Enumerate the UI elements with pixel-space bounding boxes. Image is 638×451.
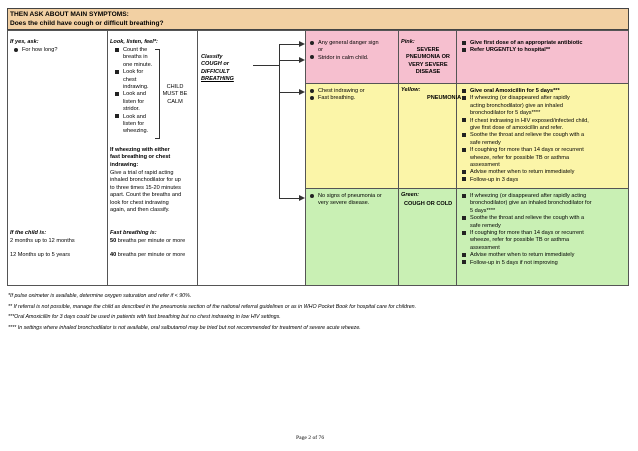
bullet-icon (310, 96, 314, 100)
bullet-icon (115, 114, 119, 118)
bullet-icon (115, 48, 119, 52)
fast-title: Fast breathing is: (110, 230, 157, 236)
arrow-line (279, 92, 299, 93)
green-class-title: Green: (401, 192, 420, 198)
pink-treatment: Give first dose of an appropriate antibiotic Refer URGENTLY to hospital** (462, 40, 583, 55)
footnotes (8, 291, 416, 333)
bullet-icon (14, 48, 18, 52)
bullet-icon (310, 55, 314, 59)
bullet-icon (115, 92, 119, 96)
bullet-icon (462, 231, 466, 235)
bullet-icon (462, 260, 466, 264)
bullet-icon (310, 194, 314, 198)
arrow-line (279, 198, 299, 199)
yellow-class-title: Yellow: (401, 87, 421, 93)
arrow-line (253, 65, 279, 66)
divider (305, 83, 629, 84)
page-number: Page 2 of 76 (296, 435, 325, 441)
wheeze-text: Give a trial of rapid acting inhaled bronchodilator for up to three times 15-20 minutes apart. Count the breaths and look for chest indrawing again, and then classify. (110, 170, 182, 214)
divider (305, 30, 306, 286)
yellow-signs: Chest indrawing or Fast breathing. (310, 88, 365, 103)
bullet-icon (462, 96, 466, 100)
classify-label: Classify COUGH or DIFFICULT BREATHING (201, 54, 234, 83)
calm-note: CHILD MUST BE CALM (162, 84, 188, 105)
age-label: If the child is: (10, 230, 47, 236)
divider (197, 30, 198, 286)
footnote: **** In settings where inhaled bronchodilator is not available, oral salbutamol may be tried but not recommended for treatment of severe acute wheeze. (8, 324, 361, 331)
wheeze-title: If wheezing with either fast breathing or chest indrawing: (110, 147, 171, 168)
bullet-icon (115, 70, 119, 74)
bullet-icon (462, 48, 466, 52)
look-item: Count the breaths in one minute. Look for chest indrawing. Look and listen for stridor. Look and listen for wheezing. (115, 47, 152, 136)
divider (107, 30, 108, 286)
pink-classification: SEVERE PNEUMONIA OR VERY SEVERE DISEASE (406, 47, 450, 76)
bullet-icon (462, 148, 466, 152)
bullet-icon (462, 177, 466, 181)
bullet-icon (462, 216, 466, 220)
bullet-icon (462, 41, 466, 45)
age-range-2: 12 Months up to 5 years (10, 252, 71, 258)
footnote: ** If referral is not possible, manage the child as described in the pneumonia section of the national referral guidelines or as in WHO Pocket Book for hospital care for children. (8, 303, 417, 310)
look-title: Look, listen, feel*: (110, 39, 158, 45)
bullet-icon (462, 170, 466, 174)
divider (305, 188, 629, 189)
footnote: *If pulse oximeter is available, determine oxygen saturation and refer if < 90%. (8, 293, 192, 299)
green-classification: COUGH OR COLD (404, 201, 453, 207)
fast-rate-1: 50 breaths per minute or more (110, 238, 186, 244)
arrow-right-icon (299, 195, 305, 201)
yellow-classification: PNEUMONIA (427, 95, 462, 101)
yellow-treatment: Give oral Amoxicillin for 5 days*** If wheezing (or disappeared after rapidly acting bronchodilator) give an inhaled bronchodilator for 5 days**** If chest indrawing in HIV exposed/infected child, give first dose of amoxicillin and refer. Soothe the throat and relieve the cough with a safe remedy If coughing for more than 14 days or recurrent wheeze, refer for possible TB or asthma assessment Advise mother when to return immediately Follow-up in 3 days (462, 88, 589, 184)
arrow-line (279, 60, 299, 61)
header-line2: Does the child have cough or difficult breathing? (10, 20, 164, 27)
bullet-icon (462, 118, 466, 122)
arrow-right-icon (299, 89, 305, 95)
pink-class-title: Pink: (401, 39, 415, 45)
arrow-line (279, 44, 299, 45)
bullet-icon (462, 133, 466, 137)
age-range-1: 2 months up to 12 months (10, 238, 75, 244)
calm-bracket (155, 49, 160, 139)
divider (398, 30, 399, 286)
ask-label: If yes, ask: (10, 39, 39, 45)
footnote: ***Oral Amoxicillin for 3 days could be used in patients with fast breathing but no chest indrawing in low HIV settings. (8, 314, 281, 320)
green-treatment: If wheezing (or disappeared after rapidly acting bronchodilator) give an inhaled bronchodilator for 5 days**** Soothe the throat and relieve the cough with a safe remedy If coughing for more than 14 days or recurrent wheeze, refer for possible TB or asthma assessment Advise mother when to return immediately Follow-up in 5 days if not improving (462, 193, 592, 267)
bullet-icon (462, 194, 466, 198)
arrow-connector (279, 44, 280, 198)
green-signs: No signs of pneumonia or very severe disease. (310, 193, 382, 208)
bullet-icon (462, 89, 466, 93)
bullet-icon (310, 41, 314, 45)
arrow-right-icon (299, 41, 305, 47)
ask-how-long: For how long? (14, 47, 57, 54)
bullet-icon (310, 89, 314, 93)
header-line1: THEN ASK ABOUT MAIN SYMPTOMS: (10, 11, 129, 18)
fast-rate-2: 40 breaths per minute or more (110, 252, 186, 258)
divider (456, 30, 457, 286)
section-header (7, 8, 629, 30)
pink-signs: Any general danger sign or Stridor in calm child. (310, 40, 379, 62)
bullet-icon (462, 253, 466, 257)
arrow-right-icon (299, 57, 305, 63)
